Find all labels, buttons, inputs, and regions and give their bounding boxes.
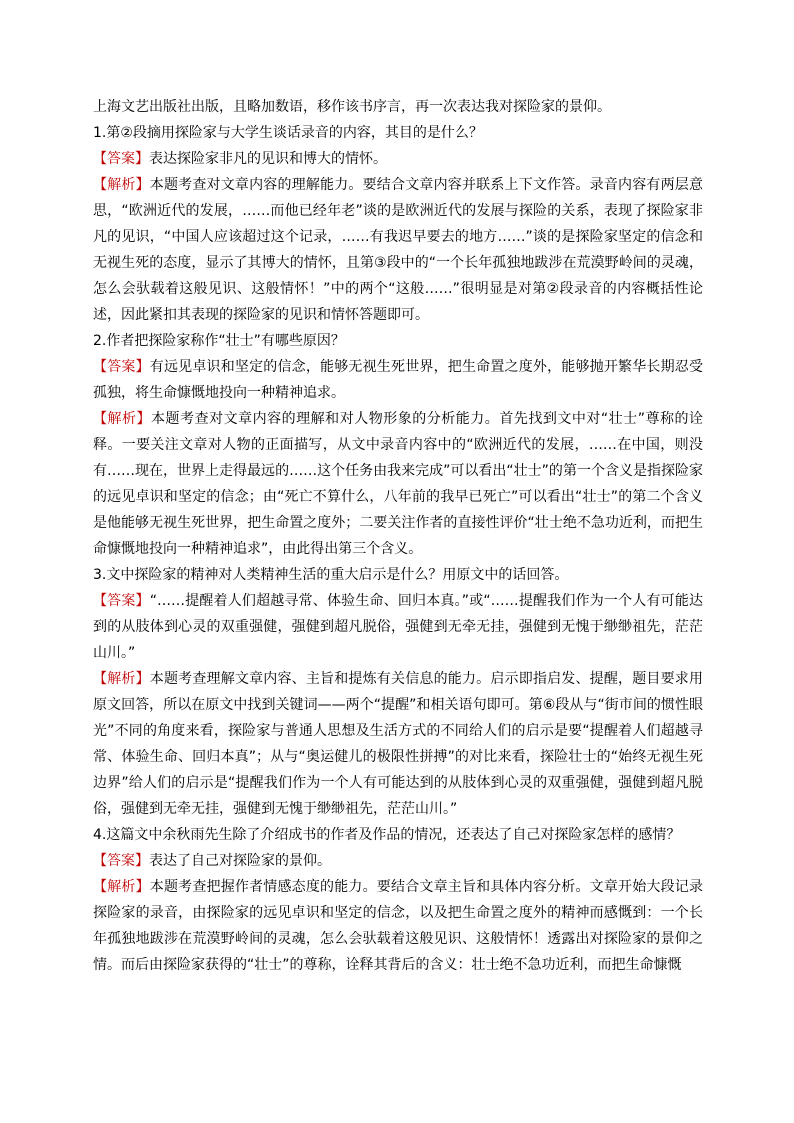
answer-1 <box>93 146 703 172</box>
analysis-4 <box>93 874 703 978</box>
analysis-tag: 【解析】 <box>93 411 152 427</box>
question-1 <box>93 120 703 146</box>
paragraph-intro-ending <box>93 94 703 120</box>
document-page <box>93 94 703 978</box>
analysis-text: 本题考查对文章内容的理解和对人物形象的分析能力。首先找到文中对“壮士”尊称的诠释。一要关注文章对人物的正面描写，从文中录音内容中的“欧洲近代的发展，……在中国，则没有……现在，世界上走得最远的……这个任务由我来完成”可以看出“壮士”的第一个含义是指探险家的远见卓识和坚定的信念；由“死亡不算什么，八年前的我早已死亡”可以看出“壮士”的第二个含义是他能够无视生死世界，把生命置之度外；二要关注作者的直接性评价“壮士绝不急功近利，而把生命慷慨地投向一种精神追求”，由此得出第三个含义。 <box>93 411 703 557</box>
analysis-2 <box>93 406 703 562</box>
question-text: 3.文中探险家的精神对人类精神生活的重大启示是什么？用原文中的话回答。 <box>93 567 569 583</box>
analysis-tag: 【解析】 <box>93 879 150 895</box>
analysis-text: 本题考查理解文章内容、主旨和提炼有关信息的能力。启示即指启发、提醒，题目要求用原文回答，所以在原文中找到关键词——两个“提醒”和相关语句即可。第⑥段从与“街市间的惯性眼光”不同的角度来看，探险家与普通人思想及生活方式的不同给人们的启示是要“提醒着人们超越寻常、体验生命、回归本真”；从与“奥运健儿的极限性拼搏”的对比来看，探险壮士的“始终无视生死边界”给人们的启示是“提醒我们作为一个人有可能达到的从肢体到心灵的双重强健，强健到超凡脱俗，强健到无牵无挂，强健到无愧于缈缈祖先，茫茫山川。” <box>93 671 704 817</box>
answer-tag: 【答案】 <box>93 151 149 167</box>
analysis-tag: 【解析】 <box>93 177 150 193</box>
question-text: 4.这篇文中余秋雨先生除了介绍成书的作者及作品的情况，还表达了自己对探险家怎样的感情？ <box>93 827 681 843</box>
answer-tag: 【答案】 <box>93 593 150 609</box>
question-4 <box>93 822 703 848</box>
answer-4 <box>93 848 703 874</box>
answer-text: 表达探险家非凡的见识和博大的情怀。 <box>149 151 387 167</box>
question-text: 1.第②段摘用探险家与大学生谈话录音的内容，其目的是什么？ <box>93 125 483 141</box>
answer-tag: 【答案】 <box>93 853 149 869</box>
analysis-1 <box>93 172 703 328</box>
question-2 <box>93 328 703 354</box>
paragraph-text: 上海文艺出版社出版，且略加数语，移作该书序言，再一次表达我对探险家的景仰。 <box>93 99 611 115</box>
answer-text: 有远见卓识和坚定的信念，能够无视生死世界，把生命置之度外，能够抛开繁华长期忍受孤独，将生命慷慨地投向一种精神追求。 <box>93 359 704 401</box>
answer-3 <box>93 588 703 666</box>
analysis-tag: 【解析】 <box>93 671 150 687</box>
answer-2 <box>93 354 703 406</box>
analysis-text: 本题考查把握作者情感态度的能力。要结合文章主旨和具体内容分析。文章开始大段记录探险家的录音，由探险家的远见卓识和坚定的信念，以及把生命置之度外的精神而感慨到：一个长年孤独地跋涉在荒漠野岭间的灵魂，怎么会驮载着这般见识、这般情怀！透露出对探险家的景仰之情。而后由探险家获得的“壮士”的尊称，诠释其背后的含义：壮士绝不急功近利，而把生命慷慨 <box>93 879 704 973</box>
analysis-text: 本题考查对文章内容的理解能力。要结合文章内容并联系上下文作答。录音内容有两层意思，“欧洲近代的发展，……而他已经年老”谈的是欧洲近代的发展与探险的关系，表现了探险家非凡的见识，“中国人应该超过这个记录，……有我迟早要去的地方……”谈的是探险家坚定的信念和无视生死的态度，显示了其博大的情怀，且第③段中的“一个长年孤独地跋涉在荒漠野岭间的灵魂，怎么会驮载着这般见识、这般情怀！”中的两个“这般……”很明显是对第②段录音的内容概括性论述，因此紧扣其表现的探险家的见识和情怀答题即可。 <box>93 177 704 323</box>
answer-tag: 【答案】 <box>93 359 150 375</box>
answer-text: 表达了自己对探险家的景仰。 <box>149 853 331 869</box>
answer-text: “……提醒着人们超越寻常、体验生命、回归本真。”或“……提醒我们作为一个人有可能达到的从肢体到心灵的双重强健，强健到超凡脱俗，强健到无牵无挂，强健到无愧于缈缈祖先，茫茫山川。” <box>93 593 704 661</box>
question-text: 2.作者把探险家称作“壮士”有哪些原因？ <box>93 333 345 349</box>
question-3 <box>93 562 703 588</box>
analysis-3 <box>93 666 703 822</box>
